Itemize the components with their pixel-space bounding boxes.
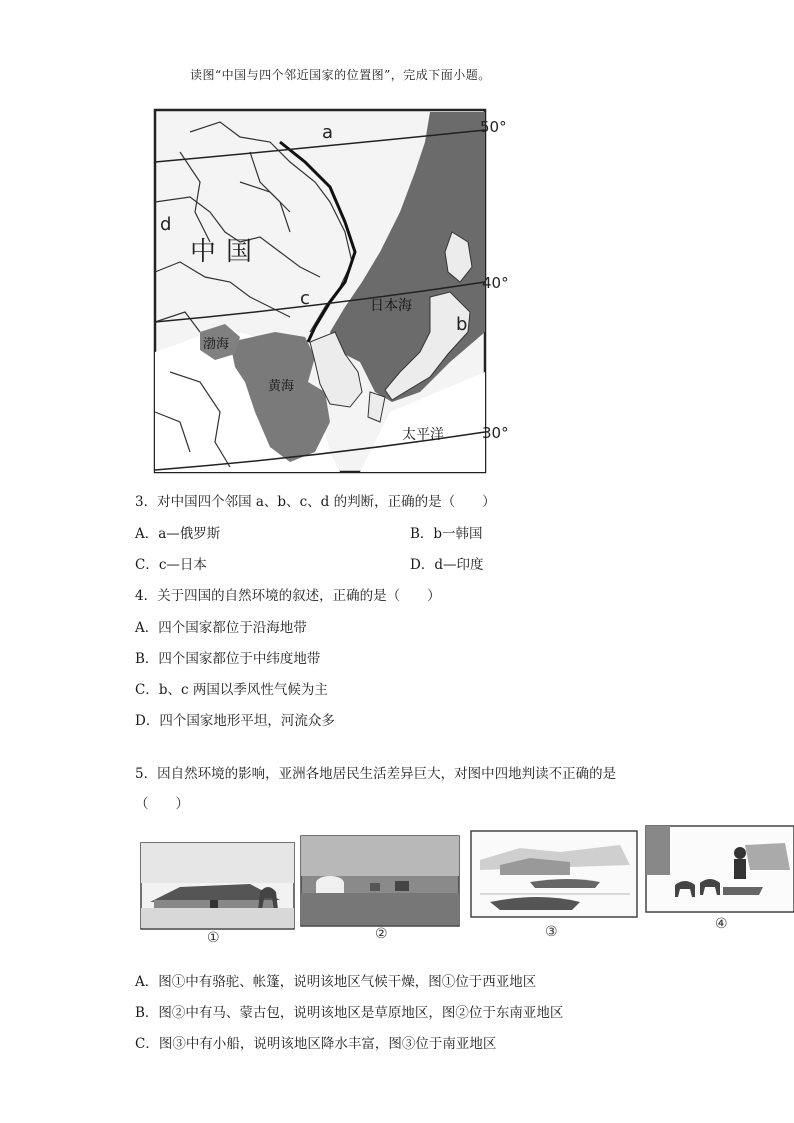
label-yellow-sea: 黄海 xyxy=(268,379,295,394)
label-c: c xyxy=(300,288,310,309)
label-pacific: 太平洋 xyxy=(402,427,444,443)
label-china: 中国 xyxy=(190,237,263,267)
q4-option-b: B．四个国家都位于中纬度地带 xyxy=(135,651,321,667)
q3-option-c: C．c—日本 xyxy=(135,557,207,573)
q5-option-b: B．图②中有马、蒙古包，说明该地区是草原地区，图②位于东南亚地区 xyxy=(135,1005,564,1021)
label-b: b xyxy=(456,314,468,335)
q3-stem: 3．对中国四个邻国 a、b、c、d 的判断，正确的是（ ） xyxy=(135,494,496,510)
photo-2-caption: ② xyxy=(375,926,388,942)
intro-text: 读图“中国与四个邻近国家的位置图”，完成下面小题。 xyxy=(190,68,491,82)
lat-30-label: 30° xyxy=(482,424,509,442)
q3-option-a: A．a—俄罗斯 xyxy=(135,526,221,542)
photo-1-desert xyxy=(140,842,295,930)
label-sea-of-japan: 日本海 xyxy=(370,298,412,314)
q5-option-a: A．图①中有骆驼、帐篷，说明该地区气候干燥，图①位于西亚地区 xyxy=(135,974,537,990)
photo-strip xyxy=(135,820,794,960)
q5-paren: （ ） xyxy=(135,796,189,812)
q4-stem: 4．关于四国的自然环境的叙述，正确的是（ ） xyxy=(135,588,441,604)
photo-2-grassland xyxy=(300,835,460,927)
photo-4-sled xyxy=(645,825,794,913)
q3-option-b: B．b一韩国 xyxy=(410,526,483,542)
q4-option-a: A．四个国家都位于沿海地带 xyxy=(135,620,307,636)
label-a: a xyxy=(322,122,334,143)
map-figure xyxy=(130,92,530,487)
q4-option-d: D．四个国家地形平坦，河流众多 xyxy=(135,713,335,729)
q5-stem: 5．因自然环境的影响，亚洲各地居民生活差异巨大，对图中四地判读不正确的是 xyxy=(135,766,617,782)
photo-3-boats xyxy=(470,830,638,918)
label-bohai: 渤海 xyxy=(203,337,230,352)
photo-1-caption: ① xyxy=(207,930,220,946)
photo-3-caption: ③ xyxy=(545,924,558,940)
label-d: d xyxy=(160,214,172,235)
q3-option-d: D．d—印度 xyxy=(410,557,484,573)
location-map xyxy=(130,92,530,487)
q5-option-c: C．图③中有小船，说明该地区降水丰富，图③位于南亚地区 xyxy=(135,1036,497,1052)
photo-4-caption: ④ xyxy=(715,916,728,932)
q4-option-c: C．b、c 两国以季风性气候为主 xyxy=(135,682,328,698)
lat-40-label: 40° xyxy=(482,274,509,292)
lat-50-label: 50° xyxy=(480,118,507,136)
